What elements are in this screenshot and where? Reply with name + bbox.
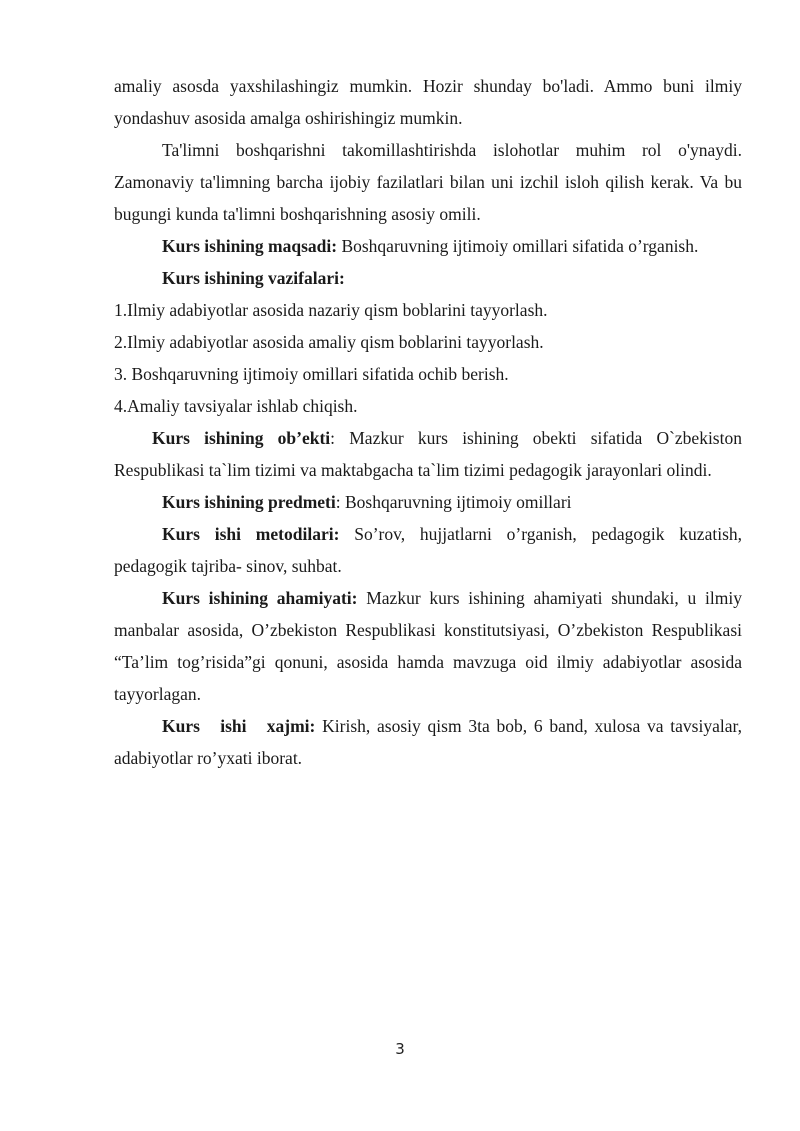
paragraph-volume [114,710,742,774]
task-item: 4.Amaliy tavsiyalar ishlab chiqish. [114,396,358,416]
paragraph-goal [114,230,742,262]
paragraph-reform: Ta'limni boshqarishni takomillashtirishda islohotlar muhim rol o'ynaydi. Zamonaviy ta'limning barcha ijobiy fazilatlari bilan uni izchil isloh qilish kerak. Va bu bugungi kunda ta'limni boshqarishning asosiy omili. [114,140,742,224]
paragraph-tasks-heading [114,262,742,294]
methods-label: Kurs ishi metodilari: [162,524,340,544]
methods-text: So’rov, hujjatlarni o’rganish, pedagogik kuzatish, pedagogik tajriba- sinov, suhbat. [114,524,743,576]
tasks-label: Kurs ishining vazifalari: [162,268,345,288]
volume-label: Kurs ishi xajmi: [162,716,316,736]
paragraph-intro-continuation: amaliy asosda yaxshilashingiz mumkin. Hozir shunday bo'ladi. Ammo buni ilmiy yondashuv asosida amalga oshirishingiz mumkin. [114,76,742,128]
significance-text: Mazkur kurs ishining ahamiyati shundaki, u ilmiy manbalar asosida, O’zbekiston Respublikasi konstitutsiyasi, O’zbekiston Respublikasi “Ta’lim tog’risida”gi qonuni, asosida hamda mavzuga oid ilmiy adabiyotlar asosida tayyorlagan. [114,588,742,704]
goal-label: Kurs ishining maqsadi: [162,236,338,256]
object-text: : Mazkur kurs ishining obekti sifatida O`zbekiston Respublikasi ta`lim tizimi va maktabgacha ta`lim tizimi pedagogik jarayonlari olindi. [114,428,742,480]
paragraph-methods [114,518,742,582]
task-item: 2.Ilmiy adabiyotlar asosida amaliy qism boblarini tayyorlash. [114,332,544,352]
paragraph-subject [114,486,742,518]
task-item: 1.Ilmiy adabiyotlar asosida nazariy qism boblarini tayyorlash. [114,300,548,320]
task-item: 3. Boshqaruvning ijtimoiy omillari sifatida ochib berish. [114,364,509,384]
paragraph-object [114,422,742,486]
subject-text: : Boshqaruvning ijtimoiy omillari [335,492,572,512]
page-number: 3 [395,1040,405,1058]
subject-label: Kurs ishining predmeti [162,492,336,512]
paragraph-significance [114,582,742,710]
goal-text: Boshqaruvning ijtimoiy omillari sifatida o’rganish. [337,236,699,256]
volume-text: Kirish, asosiy qism 3ta bob, 6 band, xulosa va tavsiyalar, adabiyotlar ro’yxati iborat. [114,716,742,768]
document-body [114,70,742,774]
significance-label: Kurs ishining ahamiyati: [162,588,358,608]
object-label: Kurs ishining ob’ekti [152,428,331,448]
